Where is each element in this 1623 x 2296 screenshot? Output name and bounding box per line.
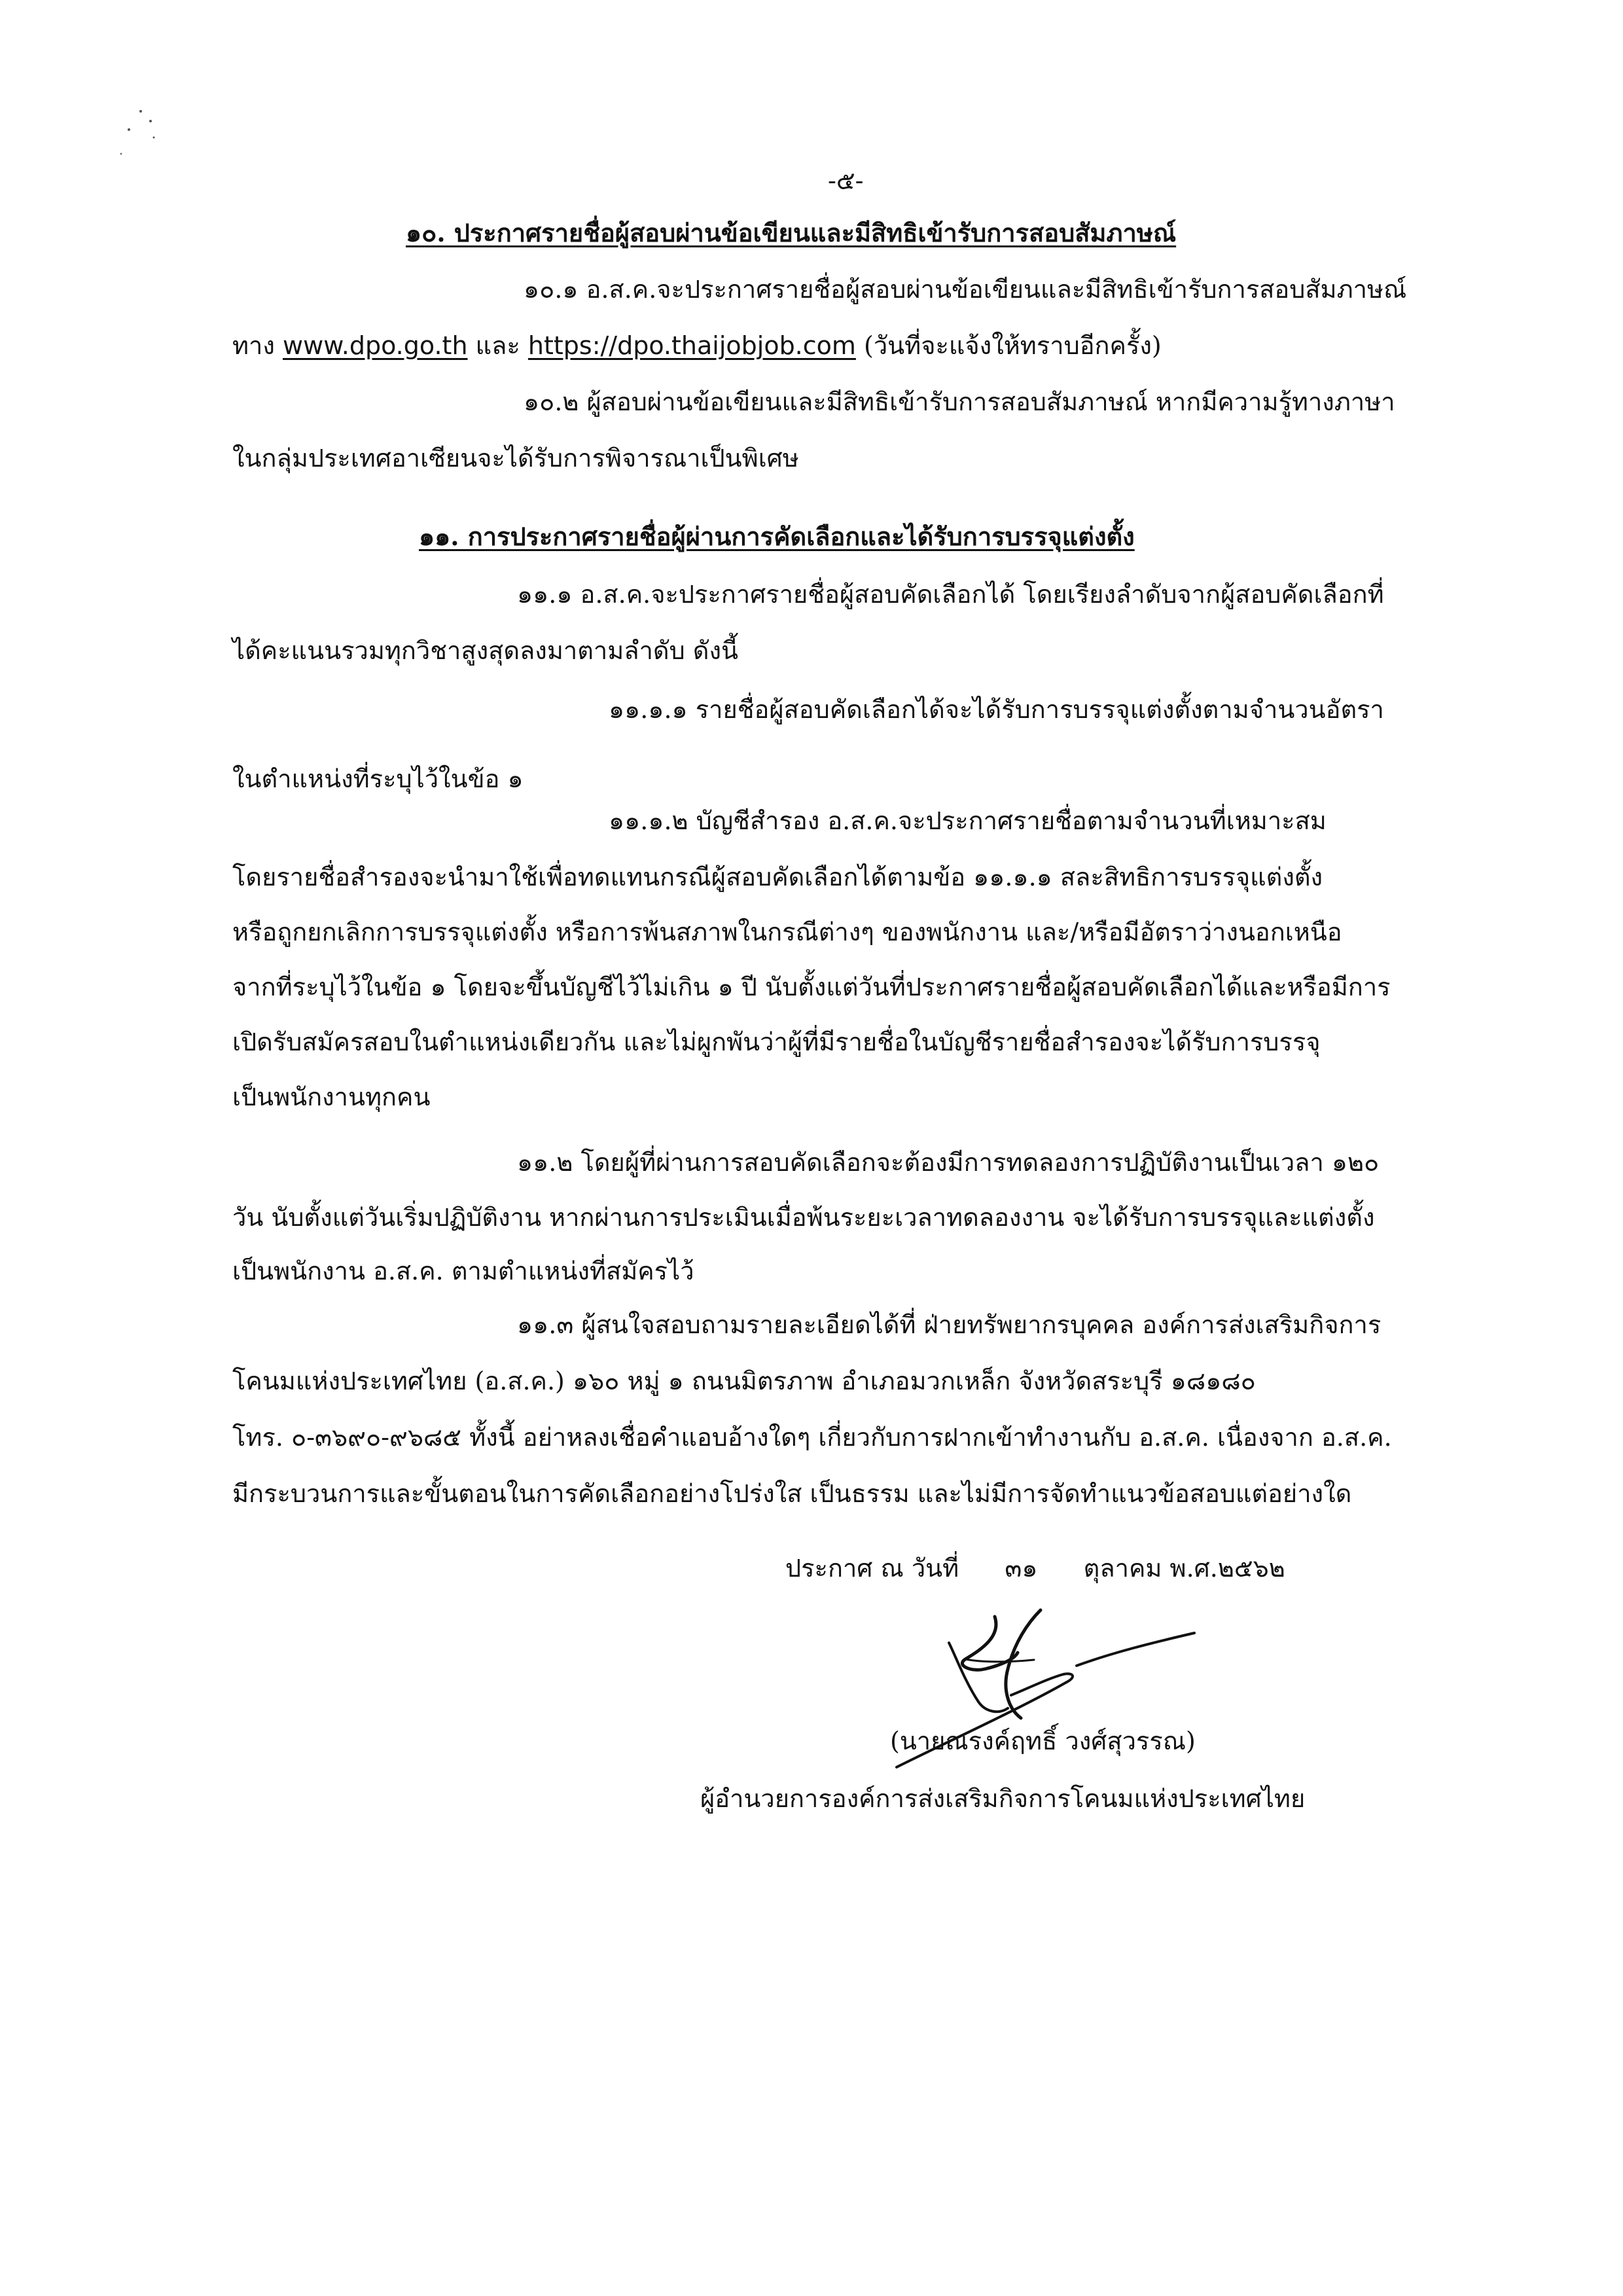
section-10-1-suffix: (วันที่จะแจ้งให้ทราบอีกครั้ง): [855, 331, 1162, 360]
dpo-website-link[interactable]: www.dpo.go.th: [283, 331, 468, 360]
section-11-1-1-line-2: ในตำแหน่งที่ระบุไว้ในข้อ ๑: [232, 764, 524, 793]
announcement-day: ๓๑: [1005, 1554, 1038, 1583]
page-number: -๕-: [828, 166, 864, 195]
section-10-1-and: และ: [467, 331, 528, 360]
section-11-2-line-2: วัน นับตั้งแต่วันเริ่มปฏิบัติงาน หากผ่านการประเมินเมื่อพ้นระยะเวลาทดลองงาน จะได้รับการบรรจุและแต่งตั้ง: [232, 1203, 1375, 1232]
announcement-prefix: ประกาศ ณ วันที่: [785, 1554, 959, 1583]
section-11-1-2-line-5: เปิดรับสมัครสอบในตำแหน่งเดียวกัน และไม่ผูกพันว่าผู้ที่มีรายชื่อในบัญชีรายชื่อสำรองจะได้รับการบรรจุ: [232, 1028, 1321, 1056]
announcement-month-year: ตุลาคม พ.ศ.๒๕๖๒: [1083, 1554, 1285, 1583]
thaijobjob-website-link[interactable]: https://dpo.thaijobjob.com: [527, 331, 856, 360]
section-11-2-line-3: เป็นพนักงาน อ.ส.ค. ตามตำแหน่งที่สมัครไว้: [232, 1257, 694, 1285]
section-11-3-line-3: โทร. ๐-๓๖๙๐-๙๖๘๕ ทั้งนี้ อย่าหลงเชื่อคำแอบอ้างใดๆ เกี่ยวกับการฝากเข้าทำงานกับ อ.ส.ค. เนื่องจาก อ.ส.ค.: [232, 1423, 1392, 1452]
section-10-1-line-2: [232, 330, 1162, 361]
section-11-3-line-2: โคนมแห่งประเทศไทย (อ.ส.ค.) ๑๖๐ หมู่ ๑ ถนนมิตรภาพ อำเภอมวกเหล็ก จังหวัดสระบุรี ๑๘๑๘๐: [232, 1367, 1256, 1395]
section-11-1-2-line-1: ๑๑.๑.๒ บัญชีสำรอง อ.ส.ค.จะประกาศรายชื่อตามจำนวนที่เหมาะสม: [609, 806, 1327, 835]
section-11-3-line-4: มีกระบวนการและขั้นตอนในการคัดเลือกอย่างโปร่งใส เป็นธรรม และไม่มีการจัดทำแนวข้อสอบแต่อย่างใด: [232, 1479, 1352, 1508]
section-11-1-line-1: ๑๑.๑ อ.ส.ค.จะประกาศรายชื่อผู้สอบคัดเลือกได้ โดยเรียงลำดับจากผู้สอบคัดเลือกที่: [517, 580, 1384, 609]
announcement-date: [785, 1552, 1285, 1584]
signatory-name: (นายณรงค์ฤทธิ์ วงศ์สุวรรณ): [890, 1727, 1196, 1755]
scan-specks: [115, 92, 193, 170]
section-11-1-line-2: ได้คะแนนรวมทุกวิชาสูงสุดลงมาตามลำดับ ดังนี้: [232, 636, 739, 665]
section-11-heading: [419, 521, 1135, 552]
section-10-1-line-1: ๑๐.๑ อ.ส.ค.จะประกาศรายชื่อผู้สอบผ่านข้อเขียนและมีสิทธิเข้ารับการสอบสัมภาษณ์: [524, 275, 1407, 304]
section-10-2-line-2: ในกลุ่มประเทศอาเซียนจะได้รับการพิจารณาเป็นพิเศษ: [232, 444, 799, 473]
section-11-3-line-1: ๑๑.๓ ผู้สนใจสอบถามรายละเอียดได้ที่ ฝ่ายทรัพยากรบุคคล องค์การส่งเสริมกิจการ: [517, 1310, 1382, 1339]
section-10-heading-text: ๑๐. ประกาศรายชื่อผู้สอบผ่านข้อเขียนและมีสิทธิเข้ารับการสอบสัมภาษณ์: [406, 218, 1177, 247]
section-11-1-2-line-6: เป็นพนักงานทุกคน: [232, 1083, 431, 1111]
signatory-title: ผู้อำนวยการองค์การส่งเสริมกิจการโคนมแห่งประเทศไทย: [700, 1784, 1306, 1813]
section-10-2-line-1: ๑๐.๒ ผู้สอบผ่านข้อเขียนและมีสิทธิเข้ารับการสอบสัมภาษณ์ หากมีความรู้ทางภาษา: [524, 387, 1395, 416]
section-11-heading-text: ๑๑. การประกาศรายชื่อผู้ผ่านการคัดเลือกและได้รับการบรรจุแต่งตั้ง: [419, 522, 1135, 551]
section-11-2-line-1: ๑๑.๒ โดยผู้ที่ผ่านการสอบคัดเลือกจะต้องมีการทดลองการปฏิบัติงานเป็นเวลา ๑๒๐: [517, 1148, 1380, 1177]
section-11-1-2-line-4: จากที่ระบุไว้ในข้อ ๑ โดยจะขึ้นบัญชีไว้ไม่เกิน ๑ ปี นับตั้งแต่วันที่ประกาศรายชื่อผู้สอบคัดเลือกได้และหรือมีการ: [232, 973, 1391, 1001]
section-10-1-prefix: ทาง: [232, 331, 283, 360]
section-10-heading: [406, 217, 1176, 249]
section-11-1-2-line-2: โดยรายชื่อสำรองจะนำมาใช้เพื่อทดแทนกรณีผู้สอบคัดเลือกได้ตามข้อ ๑๑.๑.๑ สละสิทธิการบรรจุแต่งตั้ง: [232, 863, 1323, 891]
section-11-1-1-line-1: ๑๑.๑.๑ รายชื่อผู้สอบคัดเลือกได้จะได้รับการบรรจุแต่งตั้งตามจำนวนอัตรา: [609, 695, 1384, 724]
section-11-1-2-line-3: หรือถูกยกเลิกการบรรจุแต่งตั้ง หรือการพ้นสภาพในกรณีต่างๆ ของพนักงาน และ/หรือมีอัตราว่างนอกเหนือ: [232, 918, 1342, 946]
